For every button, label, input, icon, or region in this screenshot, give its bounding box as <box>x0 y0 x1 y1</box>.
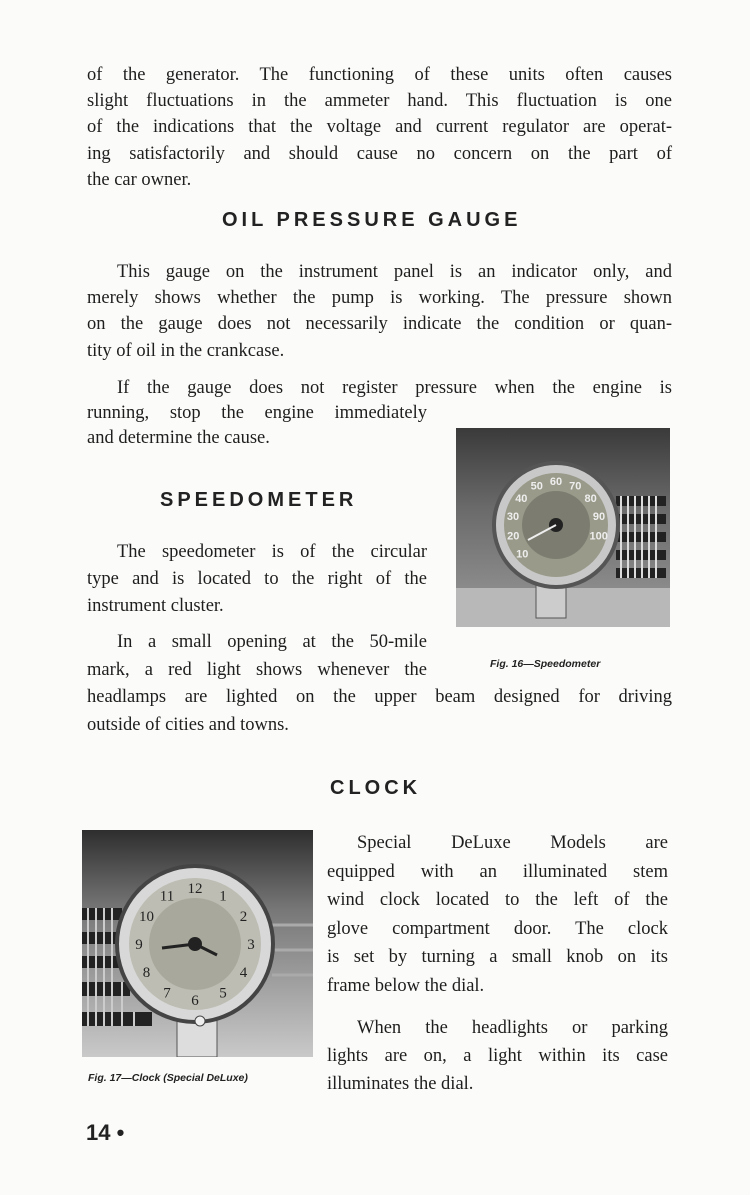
text-line: slight fluctuations in the ammeter hand. This fluctuation is one <box>87 91 672 112</box>
clock-dial-numeral: 2 <box>239 909 248 925</box>
clock-dial-numeral: 4 <box>239 965 248 981</box>
speedometer-dial-label: 100 <box>589 530 608 543</box>
text-line: ing satisfactorily and should cause no concern on the part of <box>87 143 672 164</box>
text-line: Special DeLuxe Models are <box>357 833 668 853</box>
text-line: In a small opening at the 50-mile <box>117 632 427 652</box>
text-line: of the generator. The functioning of these units often causes <box>87 65 672 85</box>
clock-dial-numeral: 11 <box>159 888 175 905</box>
speedometer-dial-label: 80 <box>584 492 597 505</box>
text-line: equipped with an illuminated stem <box>327 861 668 882</box>
speedometer-dial-label: 30 <box>506 510 520 523</box>
speedometer-dial-label: 20 <box>507 530 520 543</box>
speedometer-dial-label: 70 <box>569 480 582 493</box>
heading-speedometer: SPEEDOMETER <box>160 489 358 511</box>
text-line: illuminates the dial. <box>327 1074 474 1094</box>
clock-dial-numeral: 5 <box>219 985 227 1002</box>
page-number: 14 • <box>86 1120 125 1145</box>
fig16-caption: Fig. 16—Speedometer <box>490 658 601 670</box>
text-line: mark, a red light shows whenever the <box>87 659 427 680</box>
text-line: wind clock located to the left of the <box>327 890 668 910</box>
text-line: The speedometer is of the circular <box>117 542 427 562</box>
speedometer-dial-label: 90 <box>592 510 606 523</box>
clock-dial-numeral: 3 <box>247 937 255 953</box>
text-line: If the gauge does not register pressure when the engine is <box>117 378 672 398</box>
text-line: When the headlights or parking <box>357 1018 668 1038</box>
heading-clock: CLOCK <box>330 777 422 799</box>
text-line: This gauge on the instrument panel is an indicator only, and <box>117 262 672 282</box>
text-line: of the indications that the voltage and current regulator are operat- <box>87 117 672 138</box>
text-line: and determine the cause. <box>87 428 270 448</box>
clock-dial-numeral: 12 <box>187 881 203 897</box>
speedometer-dial-label: 40 <box>515 492 528 505</box>
clock-dial-numeral: 7 <box>163 985 171 1002</box>
clock-dial-numeral: 9 <box>135 937 143 953</box>
clock-dial-numeral: 1 <box>219 888 227 905</box>
text-line: on the gauge does not necessarily indicate the condition or quan- <box>87 314 672 335</box>
speedometer-dial-label: 10 <box>516 548 529 561</box>
speedometer-dial-label: 60 <box>549 476 563 488</box>
text-line: tity of oil in the crankcase. <box>87 340 285 361</box>
text-line: is set by turning a small knob on its <box>327 947 668 967</box>
text-line: type and is located to the right of the <box>87 569 427 589</box>
fig17-caption: Fig. 17—Clock (Special DeLuxe) <box>88 1072 248 1084</box>
text-line: frame below the dial. <box>327 975 485 996</box>
heading-oil-pressure-gauge: OIL PRESSURE GAUGE <box>222 209 522 231</box>
text-line: instrument cluster. <box>87 596 224 616</box>
text-line: lights are on, a light within its case <box>327 1046 668 1066</box>
speedometer-photo <box>456 428 670 627</box>
text-line: outside of cities and towns. <box>87 714 289 735</box>
text-line: running, stop the engine immediately <box>87 403 427 423</box>
text-line: merely shows whether the pump is working. The pressure shown <box>87 288 672 309</box>
clock-photo <box>82 830 313 1057</box>
clock-dial-numeral: 10 <box>139 909 155 925</box>
clock-dial-numeral: 6 <box>191 993 199 1009</box>
text-line: the car owner. <box>87 169 192 190</box>
speedometer-dial-label: 50 <box>530 480 543 493</box>
clock-dial-numeral: 8 <box>142 965 151 981</box>
text-line: glove compartment door. The clock <box>327 918 668 939</box>
text-line: headlamps are lighted on the upper beam designed for driving <box>87 687 672 707</box>
